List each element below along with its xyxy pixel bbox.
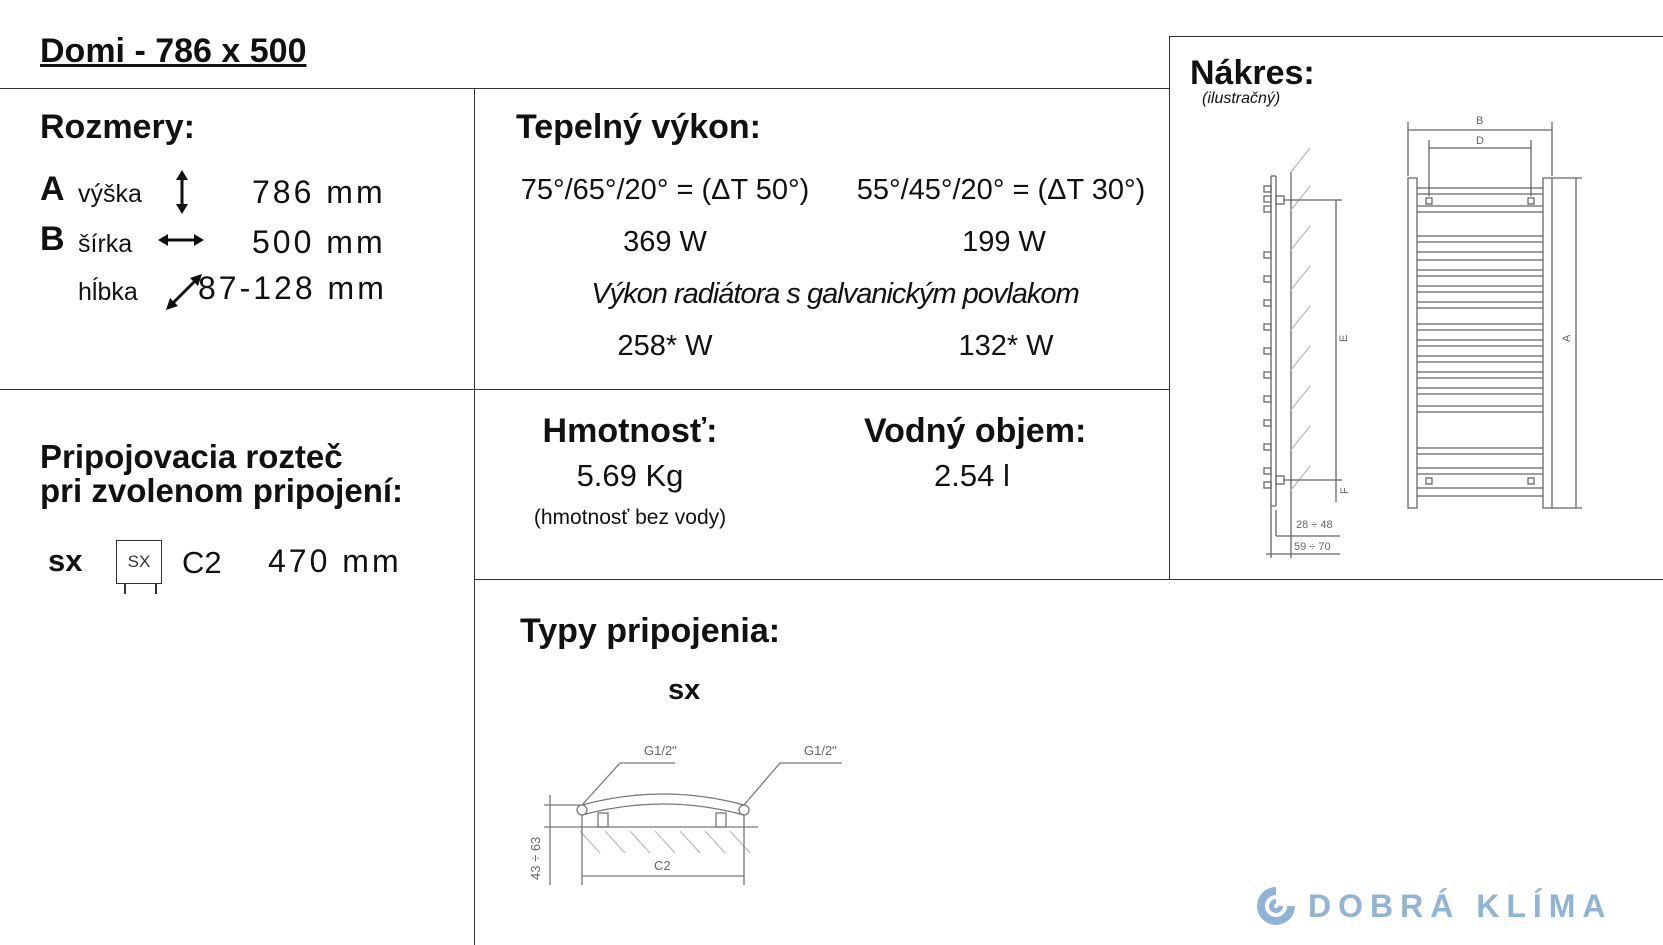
connection-value: 470 mm	[268, 543, 402, 579]
connection-label-g-left: G1/2"	[644, 743, 677, 758]
connection-box-label: SX	[127, 552, 151, 571]
drawing-label-d: D	[1476, 135, 1484, 147]
drawing-subheading: (ilustračný)	[1202, 90, 1281, 107]
heat-col2-galvanic: 132* W	[958, 330, 1054, 362]
drawing-top-border	[1169, 36, 1663, 37]
dimension-label: šírka	[78, 230, 133, 258]
drawing-left-border	[1169, 36, 1170, 579]
dimension-letter: A	[40, 170, 65, 208]
heat-col1-value: 369 W	[623, 226, 707, 258]
connection-box-pin-left	[124, 584, 126, 594]
dimensions-heading: Rozmery:	[40, 108, 195, 146]
dimension-value: 500 mm	[252, 224, 386, 260]
drawing-label-depth1: 28 ÷ 48	[1296, 519, 1333, 531]
radiator-technical-drawing	[1240, 110, 1600, 570]
drawing-label-f: F	[1339, 487, 1351, 494]
horizontal-arrow-icon	[158, 230, 204, 250]
connection-diagram	[520, 735, 860, 895]
connection-types-heading: Typy pripojenia:	[520, 612, 781, 650]
dimension-label: hĺbka	[78, 278, 138, 306]
connection-box-icon	[116, 540, 162, 584]
dimension-value: 786 mm	[252, 174, 386, 210]
drawing-label-e: E	[1338, 334, 1350, 342]
brand-logo-icon	[1254, 884, 1298, 928]
connection-code: C2	[182, 545, 222, 580]
brand-name: DOBRÁ KLÍMA	[1308, 888, 1613, 924]
water-volume-heading: Vodný objem:	[864, 412, 1087, 450]
connection-label-g-right: G1/2"	[804, 743, 837, 758]
heat-col1-header: 75°/65°/20° = (ΔT 50°)	[520, 174, 810, 206]
connection-box-pin-right	[155, 584, 157, 594]
dimension-row-width	[40, 220, 460, 264]
title-underline-divider	[0, 88, 1169, 89]
dimension-row-height	[40, 170, 460, 214]
connection-spacing-line1: Pripojovacia rozteč	[40, 438, 343, 475]
mid-divider-left	[0, 389, 474, 390]
connection-label-c2: C2	[654, 858, 671, 873]
heat-col2-header: 55°/45°/20° = (ΔT 30°)	[856, 174, 1146, 206]
drawing-heading: Nákres:	[1190, 54, 1315, 92]
mid-divider-right	[474, 389, 1169, 390]
lower-divider	[474, 579, 1663, 580]
connection-spacing-line2: pri zvolenom pripojení:	[40, 472, 404, 509]
connection-types-type: sx	[668, 674, 701, 706]
heat-col1-galvanic: 258* W	[617, 330, 713, 362]
drawing-label-depth2: 59 ÷ 70	[1294, 541, 1331, 553]
weight-heading: Hmotnosť:	[542, 412, 718, 450]
water-volume-value: 2.54 l	[934, 458, 1010, 493]
dimension-label: výška	[78, 180, 142, 208]
dimension-value: 87-128 mm	[198, 270, 387, 306]
dimension-letter: B	[40, 220, 65, 258]
drawing-label-b: B	[1476, 115, 1484, 127]
weight-note: (hmotnosť bez vody)	[533, 506, 727, 529]
left-column-divider	[474, 88, 475, 945]
weight-value: 5.69 Kg	[576, 458, 684, 493]
vertical-arrow-icon	[172, 170, 192, 214]
heat-col2-value: 199 W	[962, 226, 1046, 258]
galvanic-note: Výkon radiátora s galvanickým povlakom	[591, 278, 1079, 310]
dimension-row-depth	[40, 268, 460, 312]
connection-type: sx	[48, 543, 83, 578]
drawing-label-a: A	[1561, 334, 1573, 342]
connection-label-height: 43 ÷ 63	[528, 836, 543, 880]
page-title: Domi - 786 x 500	[40, 32, 307, 70]
heat-output-heading: Tepelný výkon:	[516, 108, 761, 146]
